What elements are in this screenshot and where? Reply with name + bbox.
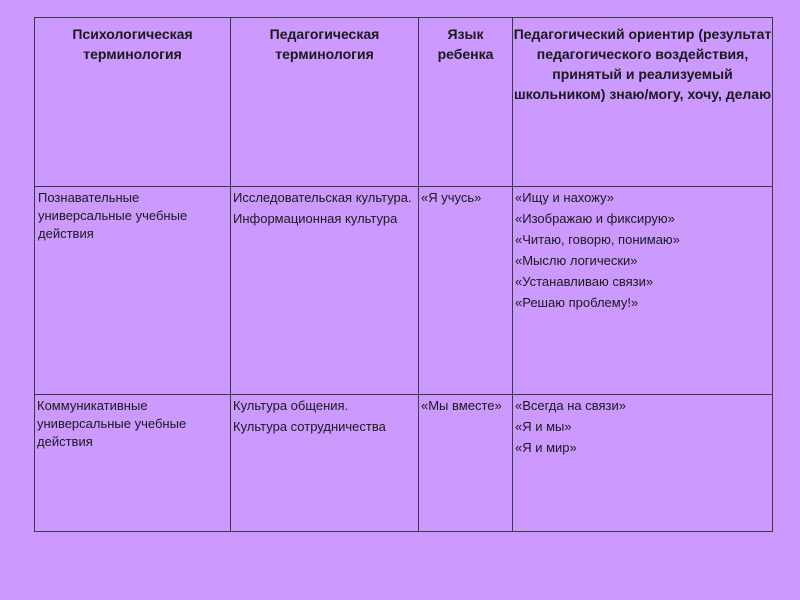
cell-pedag bbox=[231, 395, 419, 532]
header-pedagogical: Педагогическая терминология bbox=[231, 18, 419, 187]
orient-item: «Я и мир» bbox=[515, 440, 577, 455]
table-row bbox=[35, 187, 773, 395]
cell-child bbox=[419, 395, 513, 532]
cell-child-text: «Мы вместе» bbox=[421, 398, 502, 413]
cell-psych-text: Познавательные универсальные учебные действия bbox=[38, 190, 188, 241]
cell-psych-text: Коммуникативные универсальные учебные действия bbox=[37, 398, 187, 449]
orient-item: «Всегда на связи» bbox=[515, 398, 626, 413]
cell-child-text: «Я учусь» bbox=[421, 190, 482, 205]
table-row bbox=[35, 395, 773, 532]
terminology-table bbox=[34, 17, 773, 532]
orient-item: «Я и мы» bbox=[515, 419, 572, 434]
cell-pedag-line: Культура сотрудничества bbox=[233, 419, 386, 434]
cell-psych bbox=[35, 187, 231, 395]
cell-pedag-line: Исследовательская культура. bbox=[233, 190, 412, 205]
orient-item: «Мыслю логически» bbox=[515, 253, 638, 268]
cell-pedag bbox=[231, 187, 419, 395]
cell-pedag-line: Культура общения. bbox=[233, 398, 349, 413]
header-psychological: Психологическая терминология bbox=[35, 18, 231, 187]
cell-child bbox=[419, 187, 513, 395]
header-row bbox=[35, 18, 773, 187]
orient-item: «Ищу и нахожу» bbox=[515, 190, 614, 205]
orient-item: «Устанавливаю связи» bbox=[515, 274, 654, 289]
header-pedagogical-guideline: Педагогический ориентир (результат педагогического воздействия, принятый и реализуемый школьником) знаю/могу, хочу, делаю bbox=[513, 18, 773, 187]
orient-item: «Изображаю и фиксирую» bbox=[515, 211, 675, 226]
cell-orient bbox=[513, 395, 773, 532]
cell-psych bbox=[35, 395, 231, 532]
cell-orient bbox=[513, 187, 773, 395]
cell-pedag-line: Информационная культура bbox=[233, 211, 398, 226]
header-child-language: Язык ребенка bbox=[419, 18, 513, 187]
orient-item: «Читаю, говорю, понимаю» bbox=[515, 232, 680, 247]
orient-item: «Решаю проблему!» bbox=[515, 295, 639, 310]
